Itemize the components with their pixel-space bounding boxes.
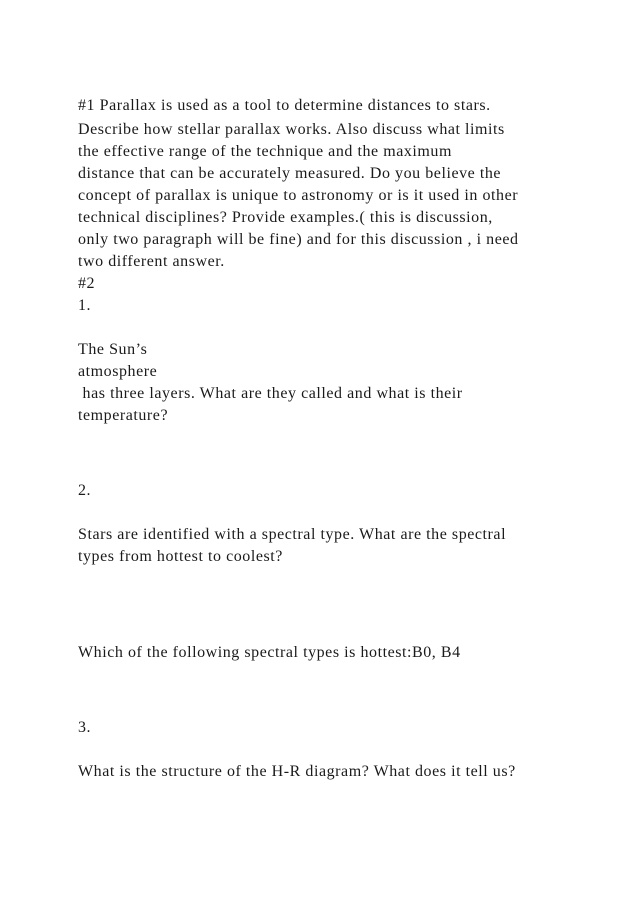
question-1-line-4: distance that can be accurately measured. Do you believe the: [78, 165, 502, 182]
item-3-line-1: What is the structure of the H-R diagram? What does it tell us?: [78, 763, 516, 780]
question-1-line-3: the effective range of the technique and the maximum: [78, 143, 452, 160]
item-1-line-2: atmosphere: [78, 363, 158, 380]
item-2-line-2: types from hottest to coolest?: [78, 548, 283, 565]
item-1-line-3: has three layers. What are they called and what is their: [78, 385, 463, 402]
question-1-line-5: concept of parallax is unique to astronomy or is it used in other: [78, 187, 519, 204]
question-1-line-8: two different answer.: [78, 253, 225, 270]
item-2-line-1: Stars are identified with a spectral type. What are the spectral: [78, 526, 507, 543]
item-2-followup: Which of the following spectral types is hottest:B0, B4: [78, 644, 461, 661]
question-1-line-2: Describe how stellar parallax works. Also discuss what limits: [78, 121, 505, 138]
question-1-line-1: #1 Parallax is used as a tool to determine distances to stars.: [78, 97, 491, 114]
item-2-number: 2.: [78, 482, 92, 499]
item-3-number: 3.: [78, 719, 92, 736]
item-1-line-4: temperature?: [78, 407, 169, 424]
question-1-line-6: technical disciplines? Provide examples.( this is discussion,: [78, 209, 493, 226]
item-1-number: 1.: [78, 297, 92, 314]
section-2-heading: #2: [78, 275, 96, 292]
question-1-line-7: only two paragraph will be fine) and for this discussion , i need: [78, 231, 519, 248]
item-1-line-1: The Sun’s: [78, 341, 148, 358]
